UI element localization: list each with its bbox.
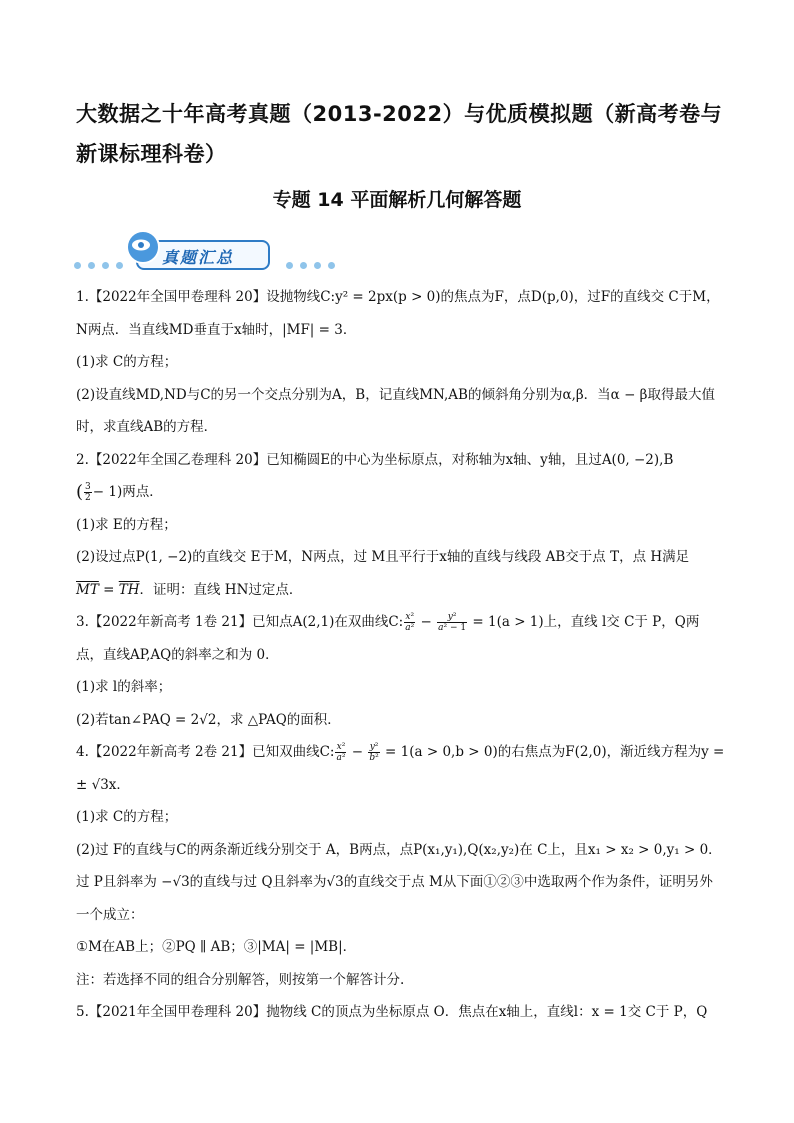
problem-4-note: 注：若选择不同的组合分别解答，则按第一个解答计分.: [76, 971, 405, 988]
fraction-x2-a2: $\frac{\text{x²}}{\text{a²}}$: [336, 742, 346, 764]
fraction-three-halves: $\frac{3}{2}$: [85, 482, 91, 503]
paren-open: (: [76, 481, 84, 503]
problem-source: 4.【2022年新高考 2卷 21】: [76, 744, 253, 761]
fraction-x2-a2: $\frac{\text{x²}}{\text{a²}}$: [405, 612, 415, 634]
problem-1-part-1: (1)求 C的方程；: [76, 354, 178, 370]
problem-text: − 1)两点．: [92, 484, 163, 500]
problem-1-stem: [76, 281, 726, 346]
problem-list: [76, 281, 726, 1029]
problem-2-stem: [76, 444, 726, 509]
problem-2-part-1: (1)求 E的方程；: [76, 516, 177, 533]
problem-text: 设抛物线C:y² = 2px(p > 0)的焦点为F，点D(p,0)，过F的直线交 C于M，N两点．当直线MD垂直于x轴时，|MF| = 3．: [76, 289, 720, 338]
fraction-y2-a2-minus-1: $\frac{\text{y²}}{\text{a² − 1}}$: [438, 612, 467, 634]
banner-dot: [74, 262, 81, 269]
banner-dot: [88, 262, 95, 269]
problem-1-part-2: (2)设直线MD,ND与C的另一个交点分别为A，B，记直线MN,AB的倾斜角分别为α,β．当α − β取得最大值时，求直线AB的方程．: [76, 386, 715, 435]
banner-dot: [116, 262, 123, 269]
vector-th: $\overline{TH}$: [118, 581, 140, 598]
problem-text: 已知椭圆E的中心为坐标原点，对称轴为x轴、y轴，且过A(0, −2),B: [266, 451, 674, 468]
problem-source: 1.【2022年全国甲卷理科 20】: [76, 289, 267, 305]
document-title: 大数据之十年高考真题（2013-2022）与优质模拟题（新高考卷与新课标理科卷）: [76, 102, 723, 166]
problem-4-conditions: ①M在AB上；②PQ ∥ AB；③|MA| = |MB|．: [76, 939, 357, 956]
section-banner: [72, 232, 352, 274]
problem-3-stem: 3.【2022年新高考 1卷 21】已知点A(2,1)在双曲线C: $\frac{\text{x²}}{\text{a²}}$ − $\frac{\text{y²}}{\text{a² − 1}}$ = 1(a > 1)上，直线 l交 C于 P，Q两点，直线AP,AQ的斜率之和为 0．: [76, 612, 700, 663]
eye-icon: [126, 230, 160, 264]
banner-dot: [300, 262, 307, 269]
vector-mt: $\overline{MT}$: [76, 581, 99, 598]
problem-2-part-2: (2)设过点P(1, −2)的直线交 E于M，N两点，过 M且平行于x轴的直线与线段 AB交于点 T，点 H满足 $\overline{MT} = \overline{TH}$．证明：直线 HN过定点．: [76, 549, 690, 598]
problem-3-part-2: (2)若tan∠PAQ = 2√2，求 △PAQ的面积．: [76, 711, 341, 728]
problem-source: 3.【2022年新高考 1卷 21】: [76, 614, 253, 631]
problem-source: 5.【2021年全国甲卷理科 20】: [76, 1004, 267, 1021]
problem-3-part-1: (1)求 l的斜率；: [76, 679, 172, 696]
problem-source: 2.【2022年全国乙卷理科 20】: [76, 451, 267, 468]
banner-dot: [286, 262, 293, 269]
document-subtitle: 专题 14 平面解析几何解答题: [272, 189, 522, 211]
problem-5-stem: 5.【2021年全国甲卷理科 20】抛物线 C的顶点为坐标原点 O．焦点在x轴上，直线l：x = 1交 C于 P，Q: [76, 1004, 708, 1021]
fraction-y2-b2: $\frac{\text{y²}}{\text{b²}}$: [369, 742, 379, 764]
banner-dot: [102, 262, 109, 269]
problem-4-part-1: (1)求 C的方程；: [76, 809, 178, 826]
problem-4-part-2: (2)过 F的直线与C的两条渐近线分别交于 A，B两点，点P(x₁,y₁),Q(x₂,y₂)在 C上，且x₁ > x₂ > 0,y₁ > 0．过 P且斜率为 −√3的直线与过 Q且斜率为√3的直线交于点 M从下面①②③中选取两个作为条件，证明另外一个成立：: [76, 841, 722, 923]
banner-dot: [328, 262, 335, 269]
banner-label: 真题汇总: [162, 248, 235, 267]
problem-4-stem: 4.【2022年新高考 2卷 21】已知双曲线C: $\frac{\text{x²}}{\text{a²}}$ − $\frac{\text{y²}}{\text{b²}}$ = 1(a > 0,b > 0)的右焦点为F(2,0)，渐近线方程为y = ± √3x．: [76, 742, 725, 793]
banner-dot: [314, 262, 321, 269]
